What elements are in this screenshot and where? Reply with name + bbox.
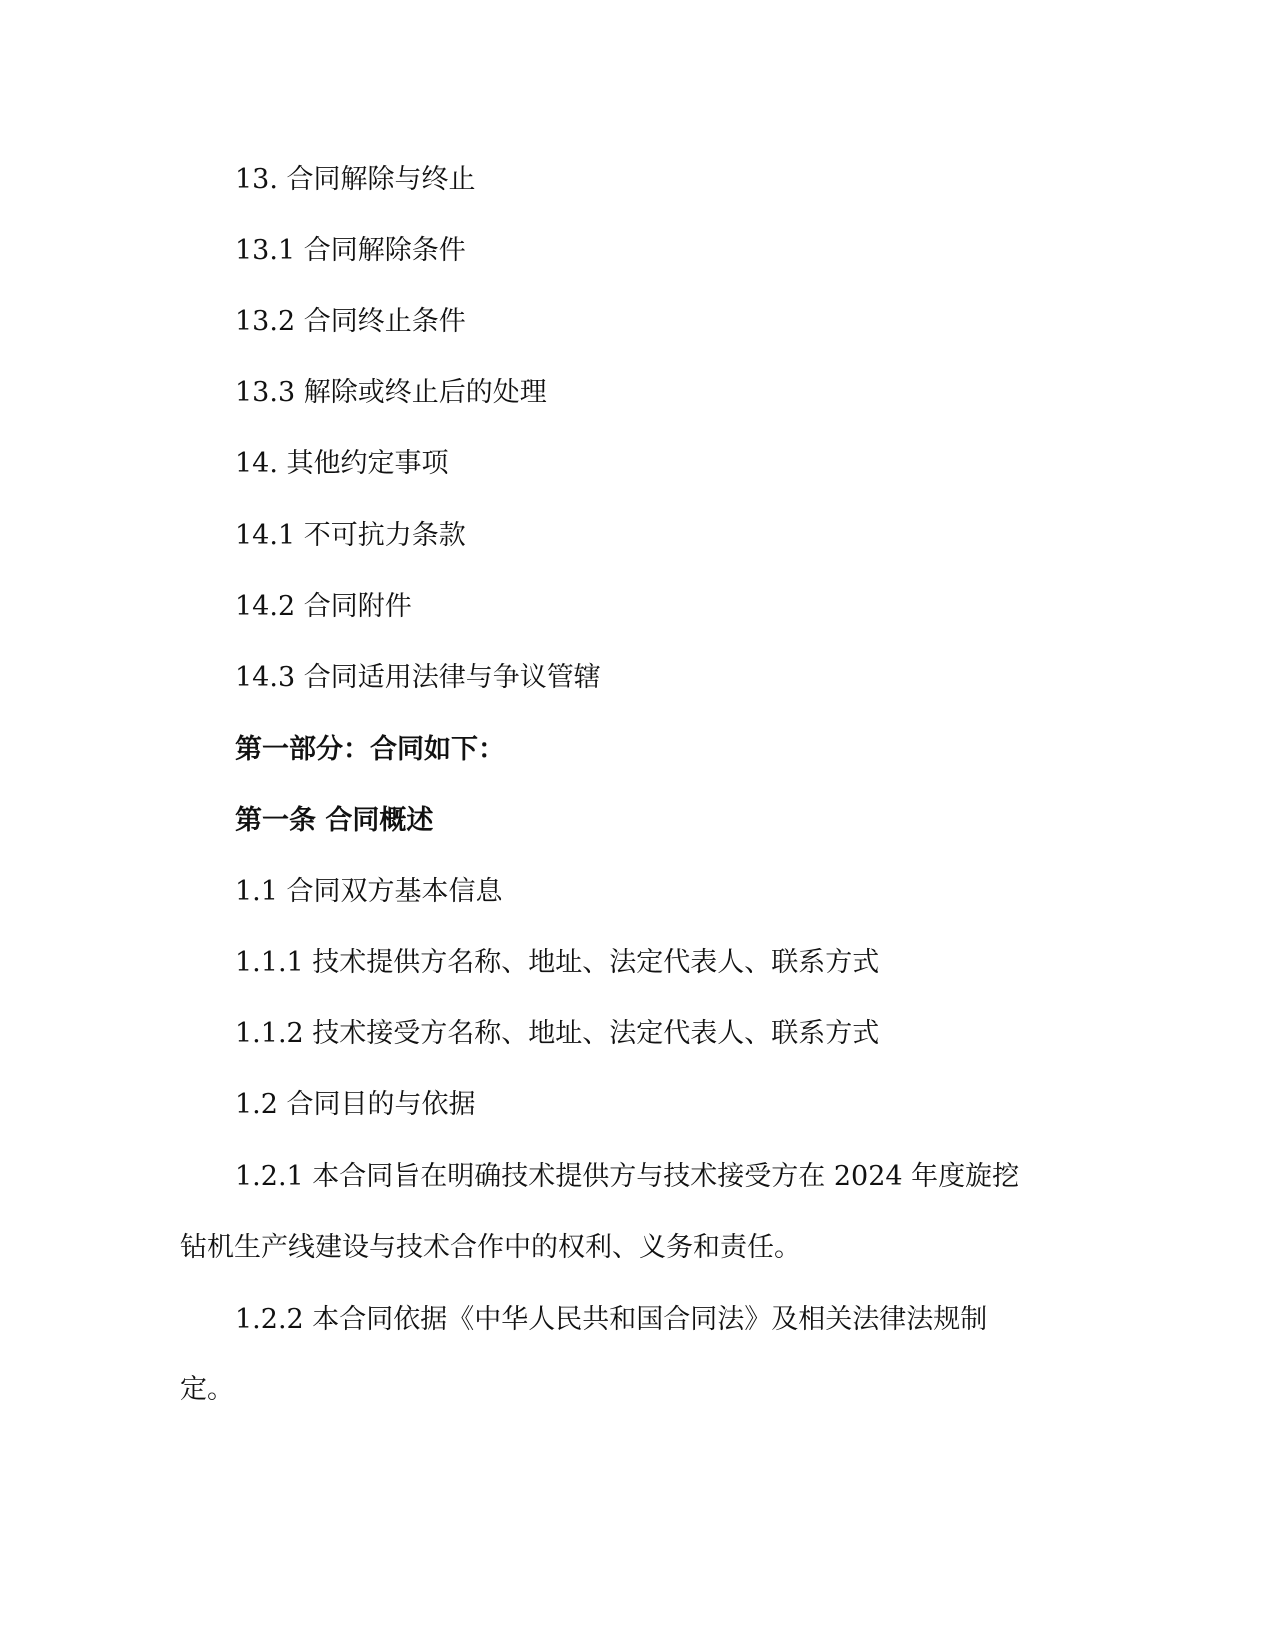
- item-1-2-1: 1.2.1 本合同旨在明确技术提供方与技术接受方在 2024 年度旋挖: [235, 1161, 1020, 1192]
- article-one-heading: 第一条 合同概述: [235, 805, 434, 836]
- item-1-2: 1.2 合同目的与依据: [235, 1089, 476, 1120]
- item-14-1: 14.1 不可抗力条款: [235, 520, 466, 551]
- heading-13: 13. 合同解除与终止: [235, 164, 476, 195]
- item-1-1-2: 1.1.2 技术接受方名称、地址、法定代表人、联系方式: [235, 1018, 880, 1049]
- item-13-3: 13.3 解除或终止后的处理: [235, 377, 547, 408]
- item-1-2-1-continued: 钻机生产线建设与技术合作中的权利、义务和责任。: [180, 1232, 801, 1263]
- item-13-2: 13.2 合同终止条件: [235, 306, 466, 337]
- item-1-2-2-continued: 定。: [180, 1374, 234, 1405]
- heading-14: 14. 其他约定事项: [235, 448, 449, 479]
- item-14-2: 14.2 合同附件: [235, 591, 412, 622]
- item-1-1: 1.1 合同双方基本信息: [235, 876, 503, 907]
- item-14-3: 14.3 合同适用法律与争议管辖: [235, 662, 601, 693]
- item-1-1-1: 1.1.1 技术提供方名称、地址、法定代表人、联系方式: [235, 947, 880, 978]
- item-1-2-2: 1.2.2 本合同依据《中华人民共和国合同法》及相关法律法规制: [235, 1304, 988, 1335]
- item-13-1: 13.1 合同解除条件: [235, 235, 466, 266]
- part-one-heading: 第一部分：合同如下：: [235, 734, 505, 765]
